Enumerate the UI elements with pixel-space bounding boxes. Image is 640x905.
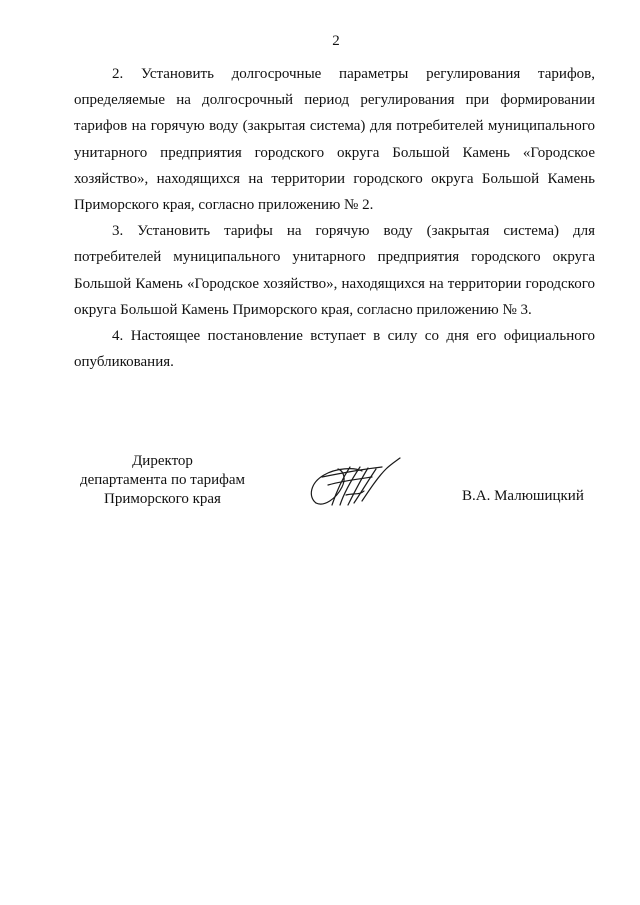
signatory-name: В.А. Малюшицкий — [462, 488, 584, 504]
page-number: 2 — [332, 33, 340, 49]
signatory-title-line-3: Приморского края — [104, 491, 221, 507]
signatory-title-line-1: Директор — [132, 453, 193, 469]
paragraph-3: 3. Установить тарифы на горячую воду (закрытая система) для потребителей муниципального унитарного предприятия городского округа Большой Камень «Городское хозяйство», находящихся на территории городского округа Большой Камень Приморского края, согласно приложению № 3. — [74, 223, 595, 318]
paragraph-2: 2. Установить долгосрочные параметры регулирования тарифов, определяемые на долгосрочный период регулирования при формировании тарифов на горячую воду (закрытая система) для потребителей муниципального унитарного предприятия городского округа Большой Камень «Городское хозяйство», находящихся на территории городского округа Большой Камень Приморского края, согласно приложению № 2. — [74, 66, 595, 214]
signatory-title-line-2: департамента по тарифам — [79, 472, 246, 488]
paragraph-4: 4. Настоящее постановление вступает в силу со дня его официального опубликования. — [74, 328, 595, 371]
handwritten-signature — [302, 455, 407, 515]
signatory-title — [60, 452, 265, 509]
